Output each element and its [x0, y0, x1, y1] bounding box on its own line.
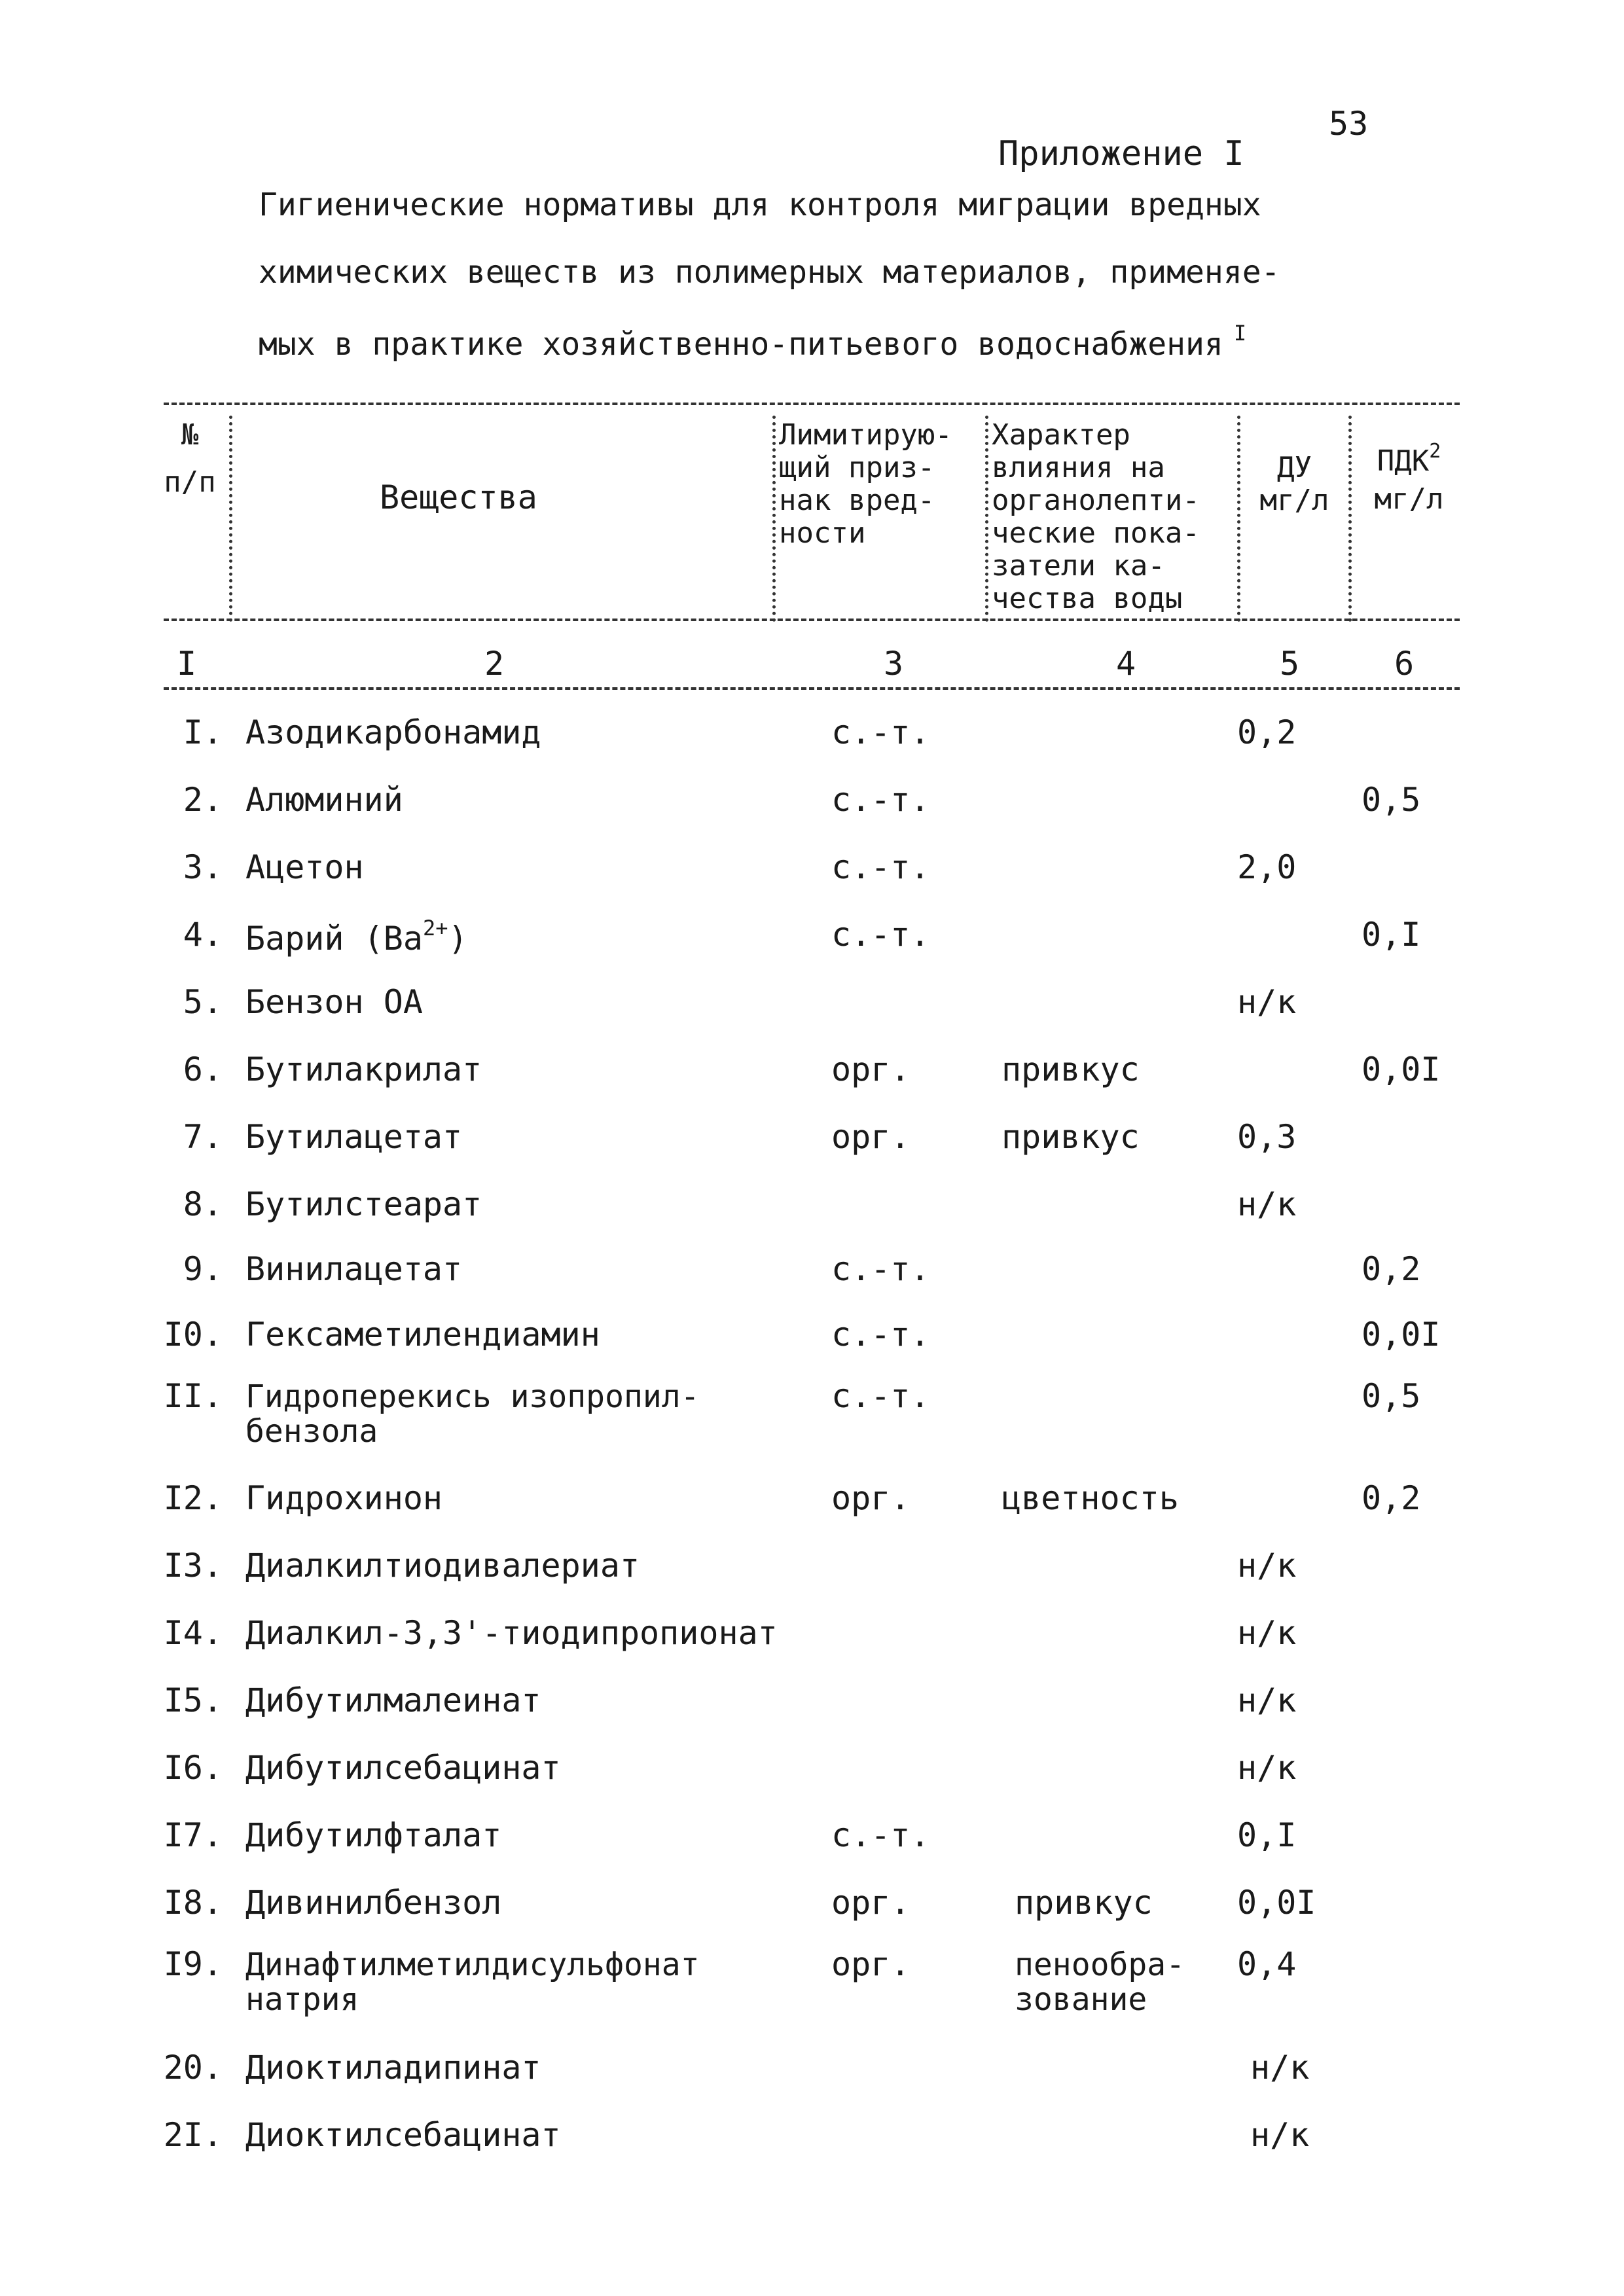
appendix-label: Приложение I	[998, 134, 1244, 173]
title-footnote: I	[1233, 321, 1247, 346]
header-bottom-rule	[164, 619, 1460, 621]
header-limiting-sign: Лимитирую- щий приз- нак вред- ности	[779, 418, 952, 550]
column-number-1: I	[177, 645, 197, 683]
colnum-bottom-rule	[164, 687, 1460, 690]
header-number: № п/п	[164, 418, 216, 499]
col-divider-1	[229, 416, 232, 622]
header-substance: Вещества	[380, 478, 537, 516]
document-page: 53 Приложение I Гигиенические нормативы для контроля миграции вредных химических веществ из полимерных материалов, применяе- мых в практике хозяйственно-питьевого водоснабжения $^I$ № п/п Вещества Лимитирую- щий приз- нак вред- ности Характер влияния на органолепти- ческие пока- затели ка- чества воды ДУ мг/л ПДК$^2$ мг/л I 2 3 4 5 6 I. Азодикарбонамид с.-т. 0,2 2. Алюминий с.-т. 0,5 3. Ацетон с.-т. 2,0 4. Барий $(Ba^{2+})$ с.-т. 0,I 5. Бензон OA н/к 6. Бутилакрилат орг. привкус 0,0I 7. Бутилацетат орг. привкус 0,3 8. Бутилстеарат н/к 9. Винилацетат с.-т. 0,2 I0. Гексаметилендиамин с.-т. 0,0I II. Гидроперекись изопропил- бензола с.-т. 0,5 I2. Гидрохинон орг. цветность 0,2 I3. Диалкилтиодивалериат н/к I4. Диалкил-3,3'-тиодипропионат н/к I5. Дибутилмалеинат н/к I6. Дибутилсебацинат н/к I7. Дибутилфталат с.-т. 0,I I8. Дивинилбензол орг. привкус 0,0I I9. Динафтилметилдисульфонат натрия орг. пенообра- зование 0,4 20. Диоктиладипинат н/к 2I. Диоктилсебацинат н/к	[0, 0, 1624, 2296]
header-pdk: ПДК$^2$ мг/л	[1374, 440, 1444, 516]
table-top-rule	[164, 403, 1460, 405]
header-organoleptic: Характер влияния на органолепти- ческие пока- затели ка- чества воды	[992, 418, 1200, 615]
col-divider-4	[1237, 416, 1240, 622]
column-number-3: 3	[884, 645, 904, 683]
title-line-2: химических веществ из полимерных материалов, применяе-	[259, 254, 1280, 291]
col-divider-3	[985, 416, 988, 622]
page-number: 53	[1329, 105, 1369, 143]
column-number-6: 6	[1394, 645, 1415, 683]
header-du: ДУ мг/л	[1259, 451, 1329, 517]
column-number-5: 5	[1280, 645, 1300, 683]
title-line-1: Гигиенические нормативы для контроля миграции вредных	[259, 187, 1261, 223]
column-number-2: 2	[484, 645, 505, 683]
col-divider-2	[772, 416, 776, 622]
column-number-4: 4	[1116, 645, 1136, 683]
title-line-3: мых в практике хозяйственно-питьевого водоснабжения $^I$	[259, 321, 1247, 363]
